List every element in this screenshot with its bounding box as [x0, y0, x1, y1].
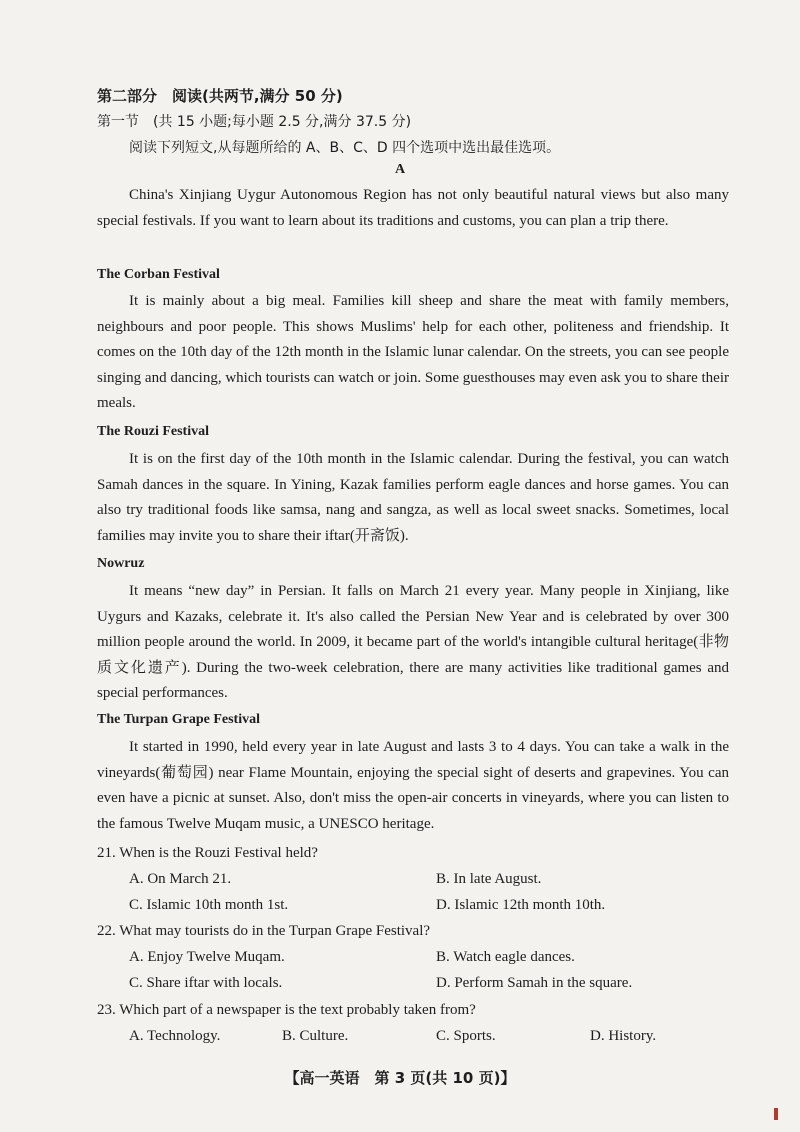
question-21-option-c[interactable]: C. Islamic 10th month 1st. — [129, 897, 289, 913]
question-21: 21. When is the Rouzi Festival held? — [97, 845, 318, 861]
section-text-rouzi: It is on the first day of the 10th month in the Islamic calendar. During the festival, you can watch Samah dances in the square. In Yining, Kazak families perform eagle dances and horse games. You can also try traditional foods like samsa, nang and sangza, as well as local sweet snacks. Sometimes, local families may invite you to share their iftar(开斋饭). — [97, 451, 729, 544]
question-22-option-b[interactable]: B. Watch eagle dances. — [436, 949, 575, 965]
passage-letter: A — [394, 162, 406, 177]
part-heading: 第二部分 阅读(共两节,满分 50 分) — [97, 87, 343, 105]
question-22-option-a[interactable]: A. Enjoy Twelve Muqam. — [129, 949, 285, 965]
section-text-nowruz: It means “new day” in Persian. It falls on March 21 every year. Many people in Xinjiang, like Uygurs and Kazaks, celebrate it. It's also called the Persian New Year and is celebrated by over 300 million people around the world. In 2009, it became part of the world's intangible cultural heritage(非物质文化遗产). During the two-week celebration, there are many activities like traditional games and special performances. — [97, 583, 729, 701]
question-21-option-b[interactable]: B. In late August. — [436, 871, 542, 887]
passage-intro: China's Xinjiang Uygur Autonomous Region has not only beautiful natural views but also many special festivals. If you want to learn about its traditions and customs, you can plan a trip there. — [97, 187, 729, 229]
question-23-option-c[interactable]: C. Sports. — [436, 1028, 496, 1044]
section-text-turpan: It started in 1990, held every year in late August and lasts 3 to 4 days. You can take a walk in the vineyards(葡萄园) near Flame Mountain, enjoying the special sight of deserts and grapevines. You can even have a picnic at sunset. Also, don't miss the open-air concerts in vineyards, where you can listen to the famous Twelve Muqam music, a UNESCO heritage. — [97, 739, 729, 832]
question-23: 23. Which part of a newspaper is the text probably taken from? — [97, 1002, 476, 1018]
edge-mark — [774, 1108, 778, 1120]
question-22-option-c[interactable]: C. Share iftar with locals. — [129, 975, 283, 991]
section-title-nowruz: Nowruz — [97, 556, 145, 571]
question-22: 22. What may tourists do in the Turpan Grape Festival? — [97, 923, 431, 939]
section-title-corban: The Corban Festival — [97, 267, 220, 282]
question-21-option-a[interactable]: A. On March 21. — [129, 871, 232, 887]
question-21-option-d[interactable]: D. Islamic 12th month 10th. — [436, 897, 606, 913]
section-title-rouzi: The Rouzi Festival — [97, 424, 209, 439]
instruction-text: 阅读下列短文,从每题所给的 A、B、C、D 四个选项中选出最佳选项。 — [129, 140, 561, 156]
question-23-option-d[interactable]: D. History. — [590, 1028, 657, 1044]
question-22-option-d[interactable]: D. Perform Samah in the square. — [436, 975, 633, 991]
question-23-option-b[interactable]: B. Culture. — [282, 1028, 349, 1044]
question-23-option-a[interactable]: A. Technology. — [129, 1028, 221, 1044]
section-heading: 第一节 (共 15 小题;每小题 2.5 分,满分 37.5 分) — [97, 114, 412, 130]
section-text-corban: It is mainly about a big meal. Families kill sheep and share the meat with family members, neighbours and poor people. This shows Muslims' help for each other, politeness and friendship. It comes on the 10th day of the 12th month in the Islamic lunar calendar. On the streets, you can see people singing and dancing, which tourists can watch or join. Some guesthouses may even ask you to share their meals. — [97, 293, 729, 411]
page-footer: 【高一英语 第 3 页(共 10 页)】 — [284, 1069, 516, 1087]
section-title-turpan: The Turpan Grape Festival — [97, 712, 260, 727]
